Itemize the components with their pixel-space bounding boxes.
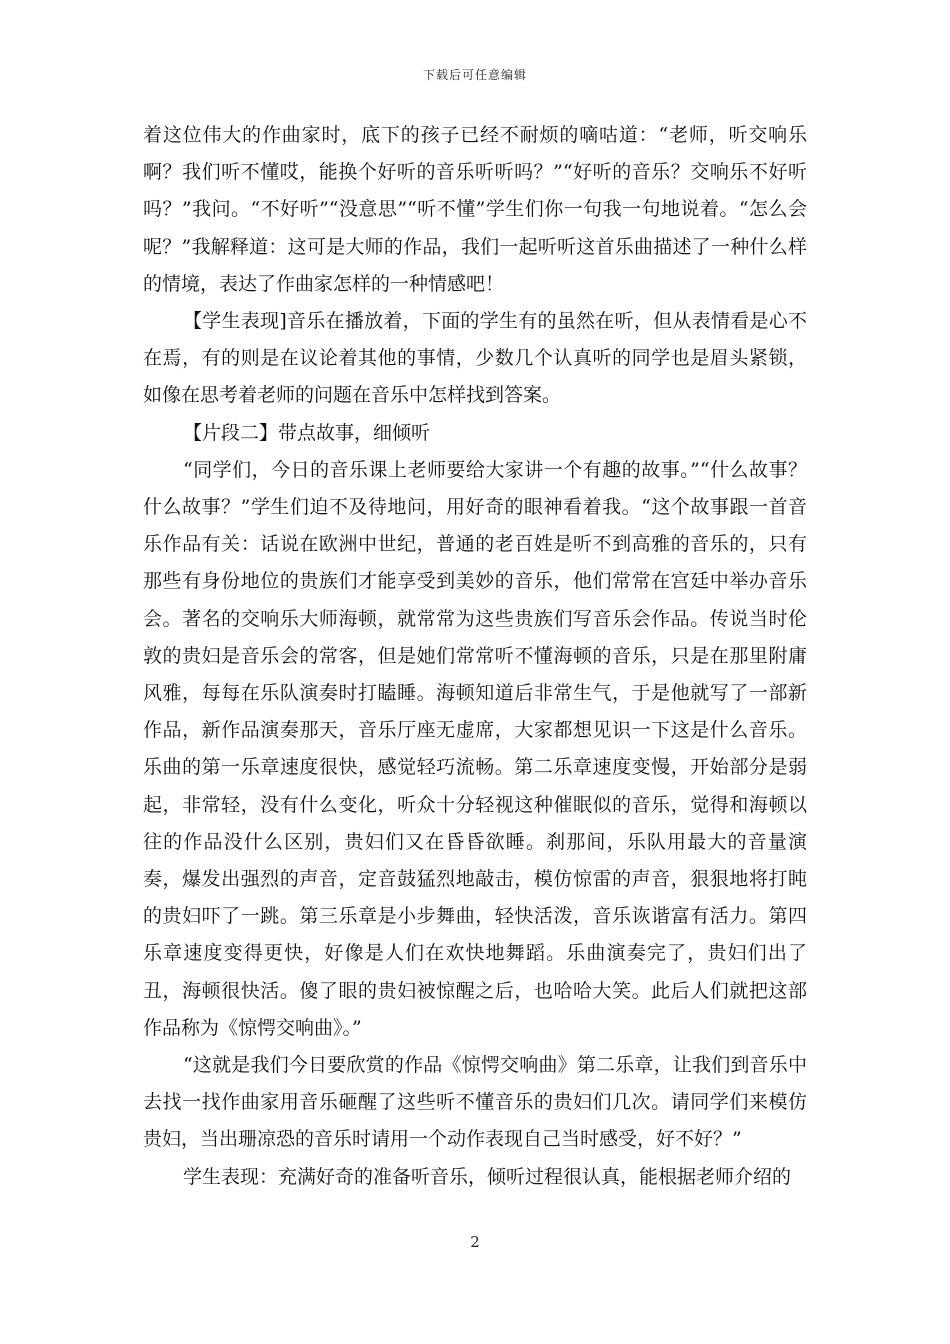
paragraph-continuation: 着这位伟大的作曲家时，底下的孩子已经不耐烦的嘀咕道：“老师，听交响乐啊？我们听不懂哎，能换个好听的音乐听听吗？”“好听的音乐？交响乐不好听吗？”我问。“不好听”“没意思”“听不懂”学生们你一句我一句地说着。“怎么会呢？”我解释道：这可是大师的作品，我们一起听听这首乐曲描述了一种什么样的情境，表达了作曲家怎样的一种情感吧！ bbox=[143, 124, 807, 295]
paragraph-story: “同学们，今日的音乐课上老师要给大家讲一个有趣的故事。”“什么故事？什么故事？”学生们迫不及待地问，用好奇的眼神看着我。“这个故事跟一首音乐作品有关：话说在欧洲中世纪，普通的老百姓是听不到高雅的音乐的，只有那些有身份地位的贵族们才能享受到美妙的音乐，他们常常在宫廷中举办音乐会。著名的交响乐大师海顿，就常常为这些贵族们写音乐会作品。传说当时伦敦的贵妇是音乐会的常客，但是她们常常听不懂海顿的音乐，只是在那里附庸风雅，每每在乐队演奏时打瞌睡。海顿知道后非常生气，于是他就写了一部新作品，新作品演奏那天，音乐厅座无虚席，大家都想见识一下这是什么音乐。乐曲的第一乐章速度很快，感觉轻巧流畅。第二乐章速度变慢，开始部分是弱起，非常轻，没有什么变化，听众十分轻视这种催眠似的音乐，觉得和海顿以往的作品没什么区别，贵妇们又在昏昏欲睡。刹那间，乐队用最大的音量演奏，爆发出强烈的声音，定音鼓猛烈地敲击，模仿惊雷的声音，狠狠地将打盹的贵妇吓了一跳。第三乐章是小步舞曲，轻快活泼，音乐诙谐富有活力。第四乐章速度变得更快，好像是人们在欢快地舞蹈。乐曲演奏完了，贵妇们出了丑，海顿很快活。傻了眼的贵妇被惊醒之后，也哈哈大笑。此后人们就把这部作品称为《惊愕交响曲》。” bbox=[143, 458, 807, 1039]
page-header: 下载后可任意编辑 bbox=[422, 68, 527, 82]
paragraph-teacher-instruction: “这就是我们今日要欣赏的作品《惊愕交响曲》第二乐章，让我们到音乐中去找一找作曲家用音乐砸醒了这些听不懂音乐的贵妇们几次。请同学们来模仿贵妇，当出珊凉恐的音乐时请用一个动作表现自己当时感受，好不好？” bbox=[143, 1054, 807, 1151]
page-number: 2 bbox=[470, 1233, 480, 1251]
paragraph-student-performance: 【学生表现]音乐在播放着，下面的学生有的虽然在听，但从表情看是心不在焉，有的则是在议论着其他的事情，少数几个认真听的同学也是眉头紧锁，如像在思考着老师的问题在音乐中怎样找到答案。 bbox=[143, 310, 807, 407]
paragraph-student-reaction: 学生表现：充满好奇的准备听音乐，倾听过程很认真，能根据老师介绍的 bbox=[183, 1165, 792, 1188]
document-body bbox=[143, 117, 807, 1196]
section-heading-excerpt-two: 【片段二】带点故事，细倾听 bbox=[183, 421, 431, 444]
